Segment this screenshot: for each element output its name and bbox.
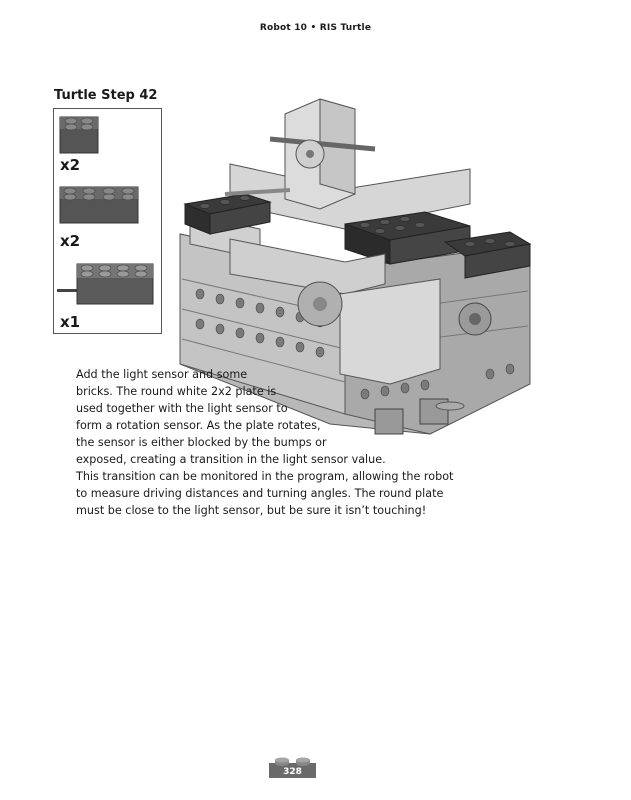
page-number: 328 [283,767,302,777]
page-header: Robot 10 • RIS Turtle [259,23,372,33]
text-line: the sensor is either blocked by the bumps or [76,436,327,449]
text-line: must be close to the light sensor, but be sure it isn’t touching! [76,504,427,517]
text-line: This transition can be monitored in the program, allowing the robot [76,470,454,483]
page-number-plate [269,757,316,783]
text-line: bricks. The round white 2x2 plate is [76,385,277,398]
brick-2x2-image [59,114,101,156]
text-line: to measure driving distances and turning angles. The round plate [76,487,444,500]
quantity-label: x2 [60,232,81,250]
light-sensor-image [57,259,157,307]
step-title: Turtle Step 42 [54,88,158,103]
parts-list-box [53,108,162,334]
quantity-label: x1 [60,313,81,331]
brick-2x4-image [59,184,141,226]
text-line: exposed, creating a transition in the light sensor value. [76,453,386,466]
text-line: form a rotation sensor. As the plate rotates, [76,419,321,432]
quantity-label: x2 [60,156,81,174]
text-line: Add the light sensor and some [76,368,248,381]
text-line: used together with the light sensor to [76,402,288,415]
